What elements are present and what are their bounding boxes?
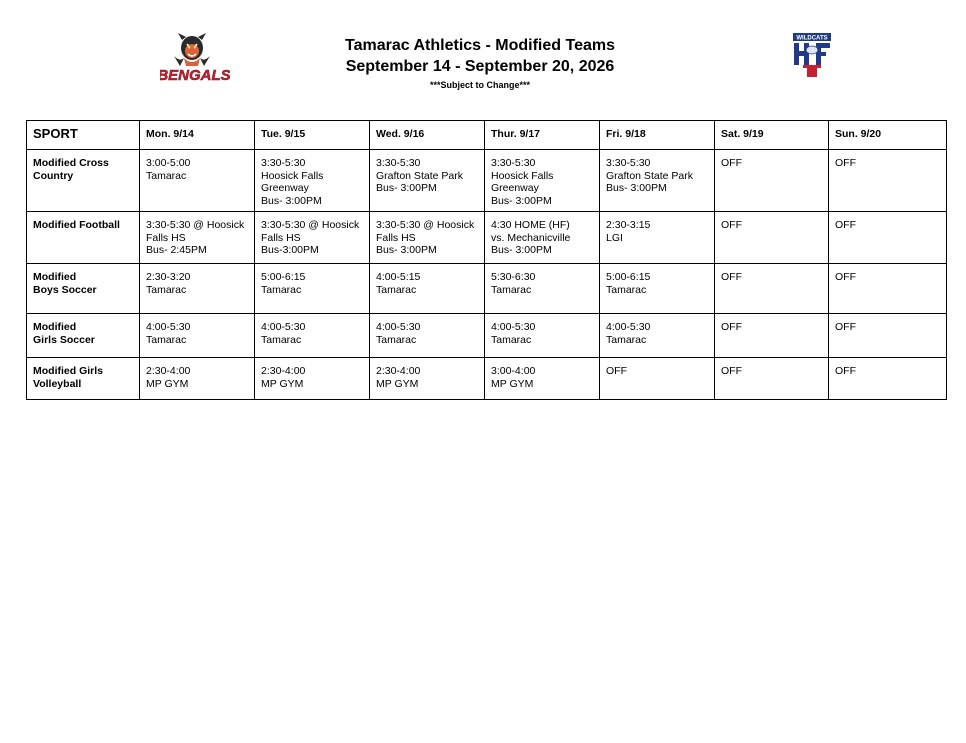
subject-to-change-note: ***Subject to Change***	[429, 80, 531, 90]
schedule-cell: OFF	[829, 314, 947, 358]
schedule-cell: 3:30-5:30 Hoosick Falls Greenway Bus- 3:00PM	[485, 150, 600, 212]
table-row-boys-soccer	[27, 264, 947, 314]
table-header-row	[27, 121, 947, 150]
schedule-cell: 3:30-5:30 @ Hoosick Falls HS Bus-3:00PM	[255, 212, 370, 264]
column-header-sport: SPORT	[27, 121, 140, 150]
wildcats-hf-icon	[790, 31, 834, 79]
column-header-sun: Sun. 9/20	[829, 121, 947, 150]
table-row-football	[27, 212, 947, 264]
table-row-girls-soccer	[27, 314, 947, 358]
schedule-cell: OFF	[829, 212, 947, 264]
bengals-wordmark: BENGALS	[160, 67, 230, 84]
sport-name: Modified Football	[27, 212, 140, 264]
column-header-thu: Thur. 9/17	[485, 121, 600, 150]
svg-text:WILDCATS: WILDCATS	[796, 35, 828, 42]
column-header-tue: Tue. 9/15	[255, 121, 370, 150]
column-header-mon: Mon. 9/14	[140, 121, 255, 150]
schedule-cell: OFF	[715, 264, 829, 314]
schedule-cell: 3:00-4:00 MP GYM	[485, 358, 600, 400]
schedule-cell: OFF	[715, 150, 829, 212]
sport-name: Modified Girls Soccer	[27, 314, 140, 358]
schedule-cell: 4:00-5:30 Tamarac	[255, 314, 370, 358]
page-header	[280, 35, 680, 92]
schedule-table	[26, 120, 947, 400]
schedule-cell: 5:30-6:30 Tamarac	[485, 264, 600, 314]
schedule-cell: OFF	[829, 358, 947, 400]
schedule-cell: OFF	[829, 264, 947, 314]
schedule-cell: 3:30-5:30 @ Hoosick Falls HS Bus- 3:00PM	[370, 212, 485, 264]
sport-name: Modified Girls Volleyball	[27, 358, 140, 400]
schedule-cell: OFF	[715, 358, 829, 400]
bengals-logo	[160, 32, 230, 88]
bengal-tiger-icon	[160, 32, 230, 88]
schedule-cell: 4:00-5:30 Tamarac	[485, 314, 600, 358]
schedule-cell: OFF	[600, 358, 715, 400]
sport-name: Modified Cross Country	[27, 150, 140, 212]
schedule-cell: 3:30-5:30 @ Hoosick Falls HS Bus- 2:45PM	[140, 212, 255, 264]
schedule-cell: 3:30-5:30 Grafton State Park Bus- 3:00PM	[370, 150, 485, 212]
date-range: September 14 - September 20, 2026	[345, 58, 615, 75]
schedule-cell: 4:30 HOME (HF) vs. Mechanicville Bus- 3:00PM	[485, 212, 600, 264]
schedule-cell: 3:30-5:30 Hoosick Falls Greenway Bus- 3:00PM	[255, 150, 370, 212]
schedule-cell: 4:00-5:30 Tamarac	[600, 314, 715, 358]
table-row-girls-volleyball	[27, 358, 947, 400]
table-row-cross-country	[27, 150, 947, 212]
schedule-cell: 5:00-6:15 Tamarac	[600, 264, 715, 314]
schedule-cell: 2:30-4:00 MP GYM	[140, 358, 255, 400]
page-title: Tamarac Athletics - Modified Teams	[345, 37, 615, 54]
sport-name: Modified Boys Soccer	[27, 264, 140, 314]
schedule-cell: 2:30-3:20 Tamarac	[140, 264, 255, 314]
schedule-cell: 2:30-3:15 LGI	[600, 212, 715, 264]
schedule-cell: OFF	[829, 150, 947, 212]
schedule-cell: 4:00-5:30 Tamarac	[140, 314, 255, 358]
schedule-cell: 3:30-5:30 Grafton State Park Bus- 3:00PM	[600, 150, 715, 212]
schedule-cell: 4:00-5:30 Tamarac	[370, 314, 485, 358]
schedule-cell: 2:30-4:00 MP GYM	[370, 358, 485, 400]
wildcats-logo	[790, 31, 834, 79]
schedule-cell: OFF	[715, 314, 829, 358]
column-header-fri: Fri. 9/18	[600, 121, 715, 150]
column-header-sat: Sat. 9/19	[715, 121, 829, 150]
column-header-wed: Wed. 9/16	[370, 121, 485, 150]
schedule-cell: 2:30-4:00 MP GYM	[255, 358, 370, 400]
schedule-cell: 3:00-5:00 Tamarac	[140, 150, 255, 212]
schedule-cell: OFF	[715, 212, 829, 264]
schedule-cell: 5:00-6:15 Tamarac	[255, 264, 370, 314]
schedule-cell: 4:00-5:15 Tamarac	[370, 264, 485, 314]
